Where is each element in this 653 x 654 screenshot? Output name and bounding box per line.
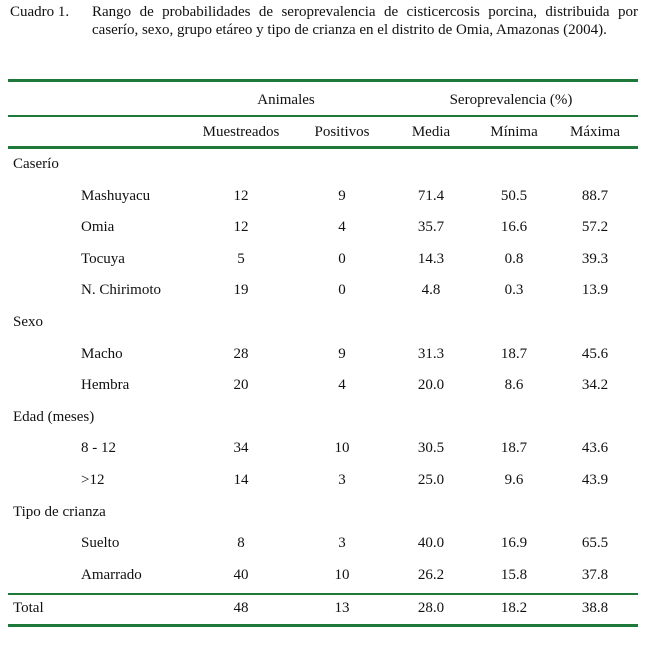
cell-muestreados: 34 bbox=[233, 440, 249, 456]
section-title: Tipo de crianza bbox=[13, 504, 106, 520]
cell-media: 30.5 bbox=[417, 440, 445, 456]
row-label: Amarrado bbox=[81, 567, 142, 583]
cell-minima: 16.9 bbox=[500, 535, 528, 551]
column-header-minima: Mínima bbox=[490, 124, 538, 140]
cell-media: 20.0 bbox=[417, 377, 445, 393]
cell-muestreados: 12 bbox=[233, 219, 249, 235]
cell-muestreados: 40 bbox=[233, 567, 249, 583]
cell-maxima: 45.6 bbox=[581, 346, 609, 362]
header-bottom-rule bbox=[8, 146, 638, 149]
total-cell-maxima: 38.8 bbox=[581, 600, 609, 616]
cell-positivos: 10 bbox=[334, 567, 350, 583]
row-label: 8 - 12 bbox=[81, 440, 116, 456]
cell-maxima: 34.2 bbox=[581, 377, 609, 393]
cell-media: 14.3 bbox=[417, 251, 445, 267]
cell-minima: 18.7 bbox=[500, 346, 528, 362]
cell-media: 40.0 bbox=[417, 535, 445, 551]
cell-muestreados: 8 bbox=[237, 535, 245, 551]
cell-minima: 15.8 bbox=[500, 567, 528, 583]
row-label: Macho bbox=[81, 346, 123, 362]
row-label: N. Chirimoto bbox=[81, 282, 162, 298]
bottom-rule bbox=[8, 624, 638, 627]
cell-maxima: 88.7 bbox=[581, 188, 609, 204]
cell-media: 25.0 bbox=[417, 472, 445, 488]
cell-minima: 0.3 bbox=[504, 282, 524, 298]
cell-muestreados: 12 bbox=[233, 188, 249, 204]
header-group-animales: Animales bbox=[257, 92, 315, 108]
row-label: Hembra bbox=[81, 377, 130, 393]
cell-maxima: 39.3 bbox=[581, 251, 609, 267]
cell-muestreados: 5 bbox=[237, 251, 245, 267]
row-label: Tocuya bbox=[81, 251, 125, 267]
cell-positivos: 10 bbox=[334, 440, 350, 456]
total-label: Total bbox=[13, 600, 44, 616]
cell-muestreados: 14 bbox=[233, 472, 249, 488]
cell-media: 35.7 bbox=[417, 219, 445, 235]
cell-maxima: 57.2 bbox=[581, 219, 609, 235]
column-header-maxima: Máxima bbox=[570, 124, 620, 140]
header-group-rule bbox=[8, 115, 638, 117]
total-rule bbox=[8, 593, 638, 595]
caption-label: Cuadro 1. bbox=[10, 4, 70, 20]
cell-maxima: 37.8 bbox=[581, 567, 609, 583]
cell-media: 31.3 bbox=[417, 346, 445, 362]
total-cell-positivos: 13 bbox=[334, 600, 350, 616]
cell-muestreados: 28 bbox=[233, 346, 249, 362]
cell-positivos: 3 bbox=[338, 472, 346, 488]
cell-muestreados: 20 bbox=[233, 377, 249, 393]
cell-positivos: 0 bbox=[338, 282, 346, 298]
cell-minima: 16.6 bbox=[500, 219, 528, 235]
cell-positivos: 0 bbox=[338, 251, 346, 267]
cell-maxima: 65.5 bbox=[581, 535, 609, 551]
cell-positivos: 4 bbox=[338, 377, 346, 393]
section-title: Caserío bbox=[13, 156, 59, 172]
column-header-muestreados: Muestreados bbox=[202, 124, 280, 140]
row-label: >12 bbox=[81, 472, 105, 488]
row-label: Suelto bbox=[81, 535, 120, 551]
top-rule bbox=[8, 79, 638, 82]
cell-minima: 18.7 bbox=[500, 440, 528, 456]
cell-positivos: 4 bbox=[338, 219, 346, 235]
row-label: Omia bbox=[81, 219, 115, 235]
cell-minima: 0.8 bbox=[504, 251, 524, 267]
cell-media: 71.4 bbox=[417, 188, 445, 204]
cell-positivos: 9 bbox=[338, 188, 346, 204]
section-title: Edad (meses) bbox=[13, 409, 95, 425]
total-cell-media: 28.0 bbox=[417, 600, 445, 616]
cell-positivos: 3 bbox=[338, 535, 346, 551]
cell-positivos: 9 bbox=[338, 346, 346, 362]
cell-media: 26.2 bbox=[417, 567, 445, 583]
cell-minima: 8.6 bbox=[504, 377, 524, 393]
cell-media: 4.8 bbox=[421, 282, 441, 298]
caption-text: Rango de probabilidades de seroprevalencia de cisticercosis porcina, distribuida por caserío, sexo, grupo etáreo y tipo de crianza en el distrito de Omia, Amazonas (2004). bbox=[92, 4, 638, 38]
column-header-media: Media bbox=[411, 124, 451, 140]
cell-maxima: 43.9 bbox=[581, 472, 609, 488]
cell-minima: 9.6 bbox=[504, 472, 524, 488]
row-label: Mashuyacu bbox=[81, 188, 151, 204]
section-title: Sexo bbox=[13, 314, 43, 330]
cell-muestreados: 19 bbox=[233, 282, 249, 298]
table-caption bbox=[10, 3, 638, 39]
column-header-positivos: Positivos bbox=[314, 124, 370, 140]
cell-maxima: 43.6 bbox=[581, 440, 609, 456]
cell-minima: 50.5 bbox=[500, 188, 528, 204]
cell-maxima: 13.9 bbox=[581, 282, 609, 298]
total-cell-muestreados: 48 bbox=[233, 600, 249, 616]
header-group-seroprevalencia: Seroprevalencia (%) bbox=[449, 92, 573, 108]
total-cell-minima: 18.2 bbox=[500, 600, 528, 616]
